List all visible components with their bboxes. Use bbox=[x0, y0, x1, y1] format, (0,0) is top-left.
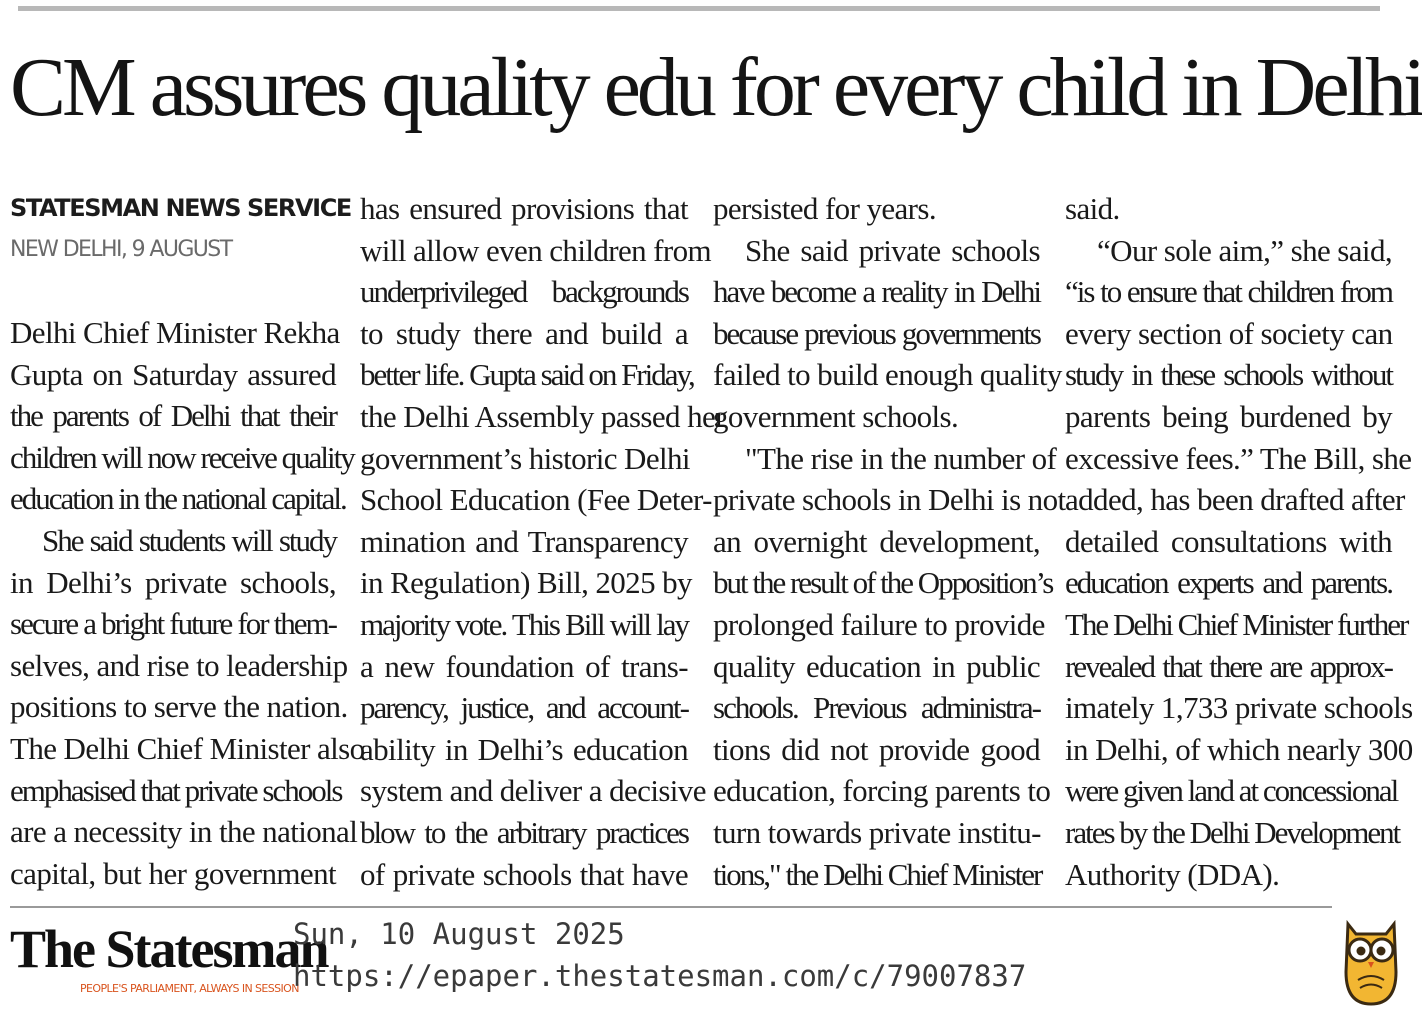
headline: CM assures quality edu for every child in Delhi bbox=[10, 41, 1422, 134]
text-line: Gupta on Saturday assured bbox=[10, 356, 336, 392]
text-line: turn towards private institu- bbox=[713, 814, 1041, 850]
text-line: failed to build enough quality bbox=[713, 357, 1062, 393]
text-line: system and deliver a decisive bbox=[360, 773, 706, 809]
text-line: tions did not provide good bbox=[713, 731, 1040, 767]
text-line: of private schools that have bbox=[360, 856, 688, 892]
text-line: study in these schools without bbox=[1065, 357, 1392, 393]
text-line: detailed consultations with bbox=[1065, 523, 1392, 559]
text-line: ability in Delhi’s education bbox=[360, 731, 688, 767]
text-line: capital, but her government bbox=[10, 855, 336, 891]
text-line: prolonged failure to provide bbox=[713, 606, 1045, 642]
text-line: parency, justice, and account- bbox=[360, 690, 688, 726]
text-line: in Delhi, of which nearly 300 bbox=[1065, 731, 1413, 767]
text-line: children will now receive quality bbox=[10, 439, 354, 475]
text-line: said. bbox=[1065, 191, 1120, 226]
text-line: Delhi Chief Minister Rekha bbox=[10, 315, 340, 350]
text-line: imately 1,733 private schools bbox=[1065, 690, 1413, 726]
byline: STATESMAN NEWS SERVICE bbox=[10, 194, 351, 222]
article-column-4 bbox=[1065, 188, 1413, 895]
top-rule bbox=[18, 6, 1380, 11]
epaper-url[interactable]: https://epaper.thestatesman.com/c/79007837 bbox=[293, 959, 1027, 993]
text-line: the Delhi Assembly passed her bbox=[360, 398, 725, 434]
statesman-logo bbox=[10, 914, 328, 1004]
text-line: schools. Previous administra- bbox=[713, 690, 1040, 726]
text-line: underprivileged backgrounds bbox=[360, 274, 688, 310]
text-line: education in the national capital. bbox=[10, 481, 346, 517]
text-line: The Delhi Chief Minister also bbox=[10, 730, 365, 766]
text-line: positions to serve the nation. bbox=[10, 689, 348, 725]
text-line: are a necessity in the national bbox=[10, 814, 358, 850]
logo-name: The Statesman bbox=[10, 919, 328, 979]
article-column-3 bbox=[713, 188, 1066, 895]
text-line: excessive fees.” The Bill, she bbox=[1065, 440, 1412, 476]
text-line: were given land at concessional bbox=[1065, 773, 1398, 809]
text-line: blow to the arbitrary practices bbox=[360, 814, 688, 850]
text-line: revealed that there are approx- bbox=[1065, 648, 1392, 684]
text-line: but the result of the Opposition’s bbox=[713, 565, 1053, 601]
text-line: mination and Transparency bbox=[360, 523, 688, 559]
text-line: have become a reality in Delhi bbox=[713, 274, 1040, 310]
text-line: to study there and build a bbox=[360, 315, 688, 351]
text-line: government schools. bbox=[713, 398, 959, 434]
text-line: selves, and rise to leadership bbox=[10, 647, 348, 683]
edition-date: Sun, 10 August 2025 bbox=[293, 917, 625, 951]
text-line: The Delhi Chief Minister further bbox=[1065, 606, 1408, 642]
text-line: every section of society can bbox=[1065, 315, 1393, 351]
article-column-1 bbox=[10, 312, 365, 894]
text-line: secure a bright future for them- bbox=[10, 606, 336, 642]
text-line: persisted for years. bbox=[713, 191, 936, 226]
text-line: “Our sole aim,” she said, bbox=[1097, 232, 1392, 268]
text-line: tions," the Delhi Chief Minister bbox=[713, 856, 1042, 892]
text-line: private schools in Delhi is not bbox=[713, 482, 1066, 518]
text-line: government’s historic Delhi bbox=[360, 440, 690, 476]
text-line: in Regulation) Bill, 2025 by bbox=[360, 565, 692, 601]
text-line: She said private schools bbox=[745, 232, 1040, 268]
text-line: education experts and parents. bbox=[1065, 565, 1392, 601]
text-line: rates by the Delhi Development bbox=[1065, 814, 1400, 850]
text-line: will allow even children from bbox=[360, 232, 712, 268]
owl-icon bbox=[1340, 910, 1402, 1008]
text-line: an overnight development, bbox=[713, 523, 1040, 559]
text-line: “is to ensure that children from bbox=[1065, 274, 1392, 310]
text-line: parents being burdened by bbox=[1065, 398, 1392, 434]
text-line: a new foundation of trans- bbox=[360, 648, 688, 684]
footer-rule bbox=[10, 906, 1332, 908]
text-line: quality education in public bbox=[713, 648, 1040, 684]
text-line: because previous governments bbox=[713, 315, 1040, 351]
article-column-2 bbox=[360, 188, 725, 895]
text-line: She said students will study bbox=[42, 522, 336, 558]
logo-tagline: PEOPLE'S PARLIAMENT, ALWAYS IN SESSION bbox=[80, 982, 299, 995]
text-line: majority vote. This Bill will lay bbox=[360, 606, 688, 642]
text-line: School Education (Fee Deter- bbox=[360, 482, 712, 518]
text-line: Authority (DDA). bbox=[1065, 856, 1280, 892]
dateline: NEW DELHI, 9 AUGUST bbox=[10, 237, 232, 262]
text-line: has ensured provisions that bbox=[360, 191, 688, 226]
text-line: better life. Gupta said on Friday, bbox=[360, 357, 694, 393]
text-line: in Delhi’s private schools, bbox=[10, 564, 336, 600]
text-line: "The rise in the number of bbox=[745, 440, 1057, 476]
text-line: added, has been drafted after bbox=[1065, 482, 1405, 518]
text-line: the parents of Delhi that their bbox=[10, 398, 336, 434]
text-line: education, forcing parents to bbox=[713, 773, 1051, 809]
text-line: emphasised that private schools bbox=[10, 772, 342, 808]
